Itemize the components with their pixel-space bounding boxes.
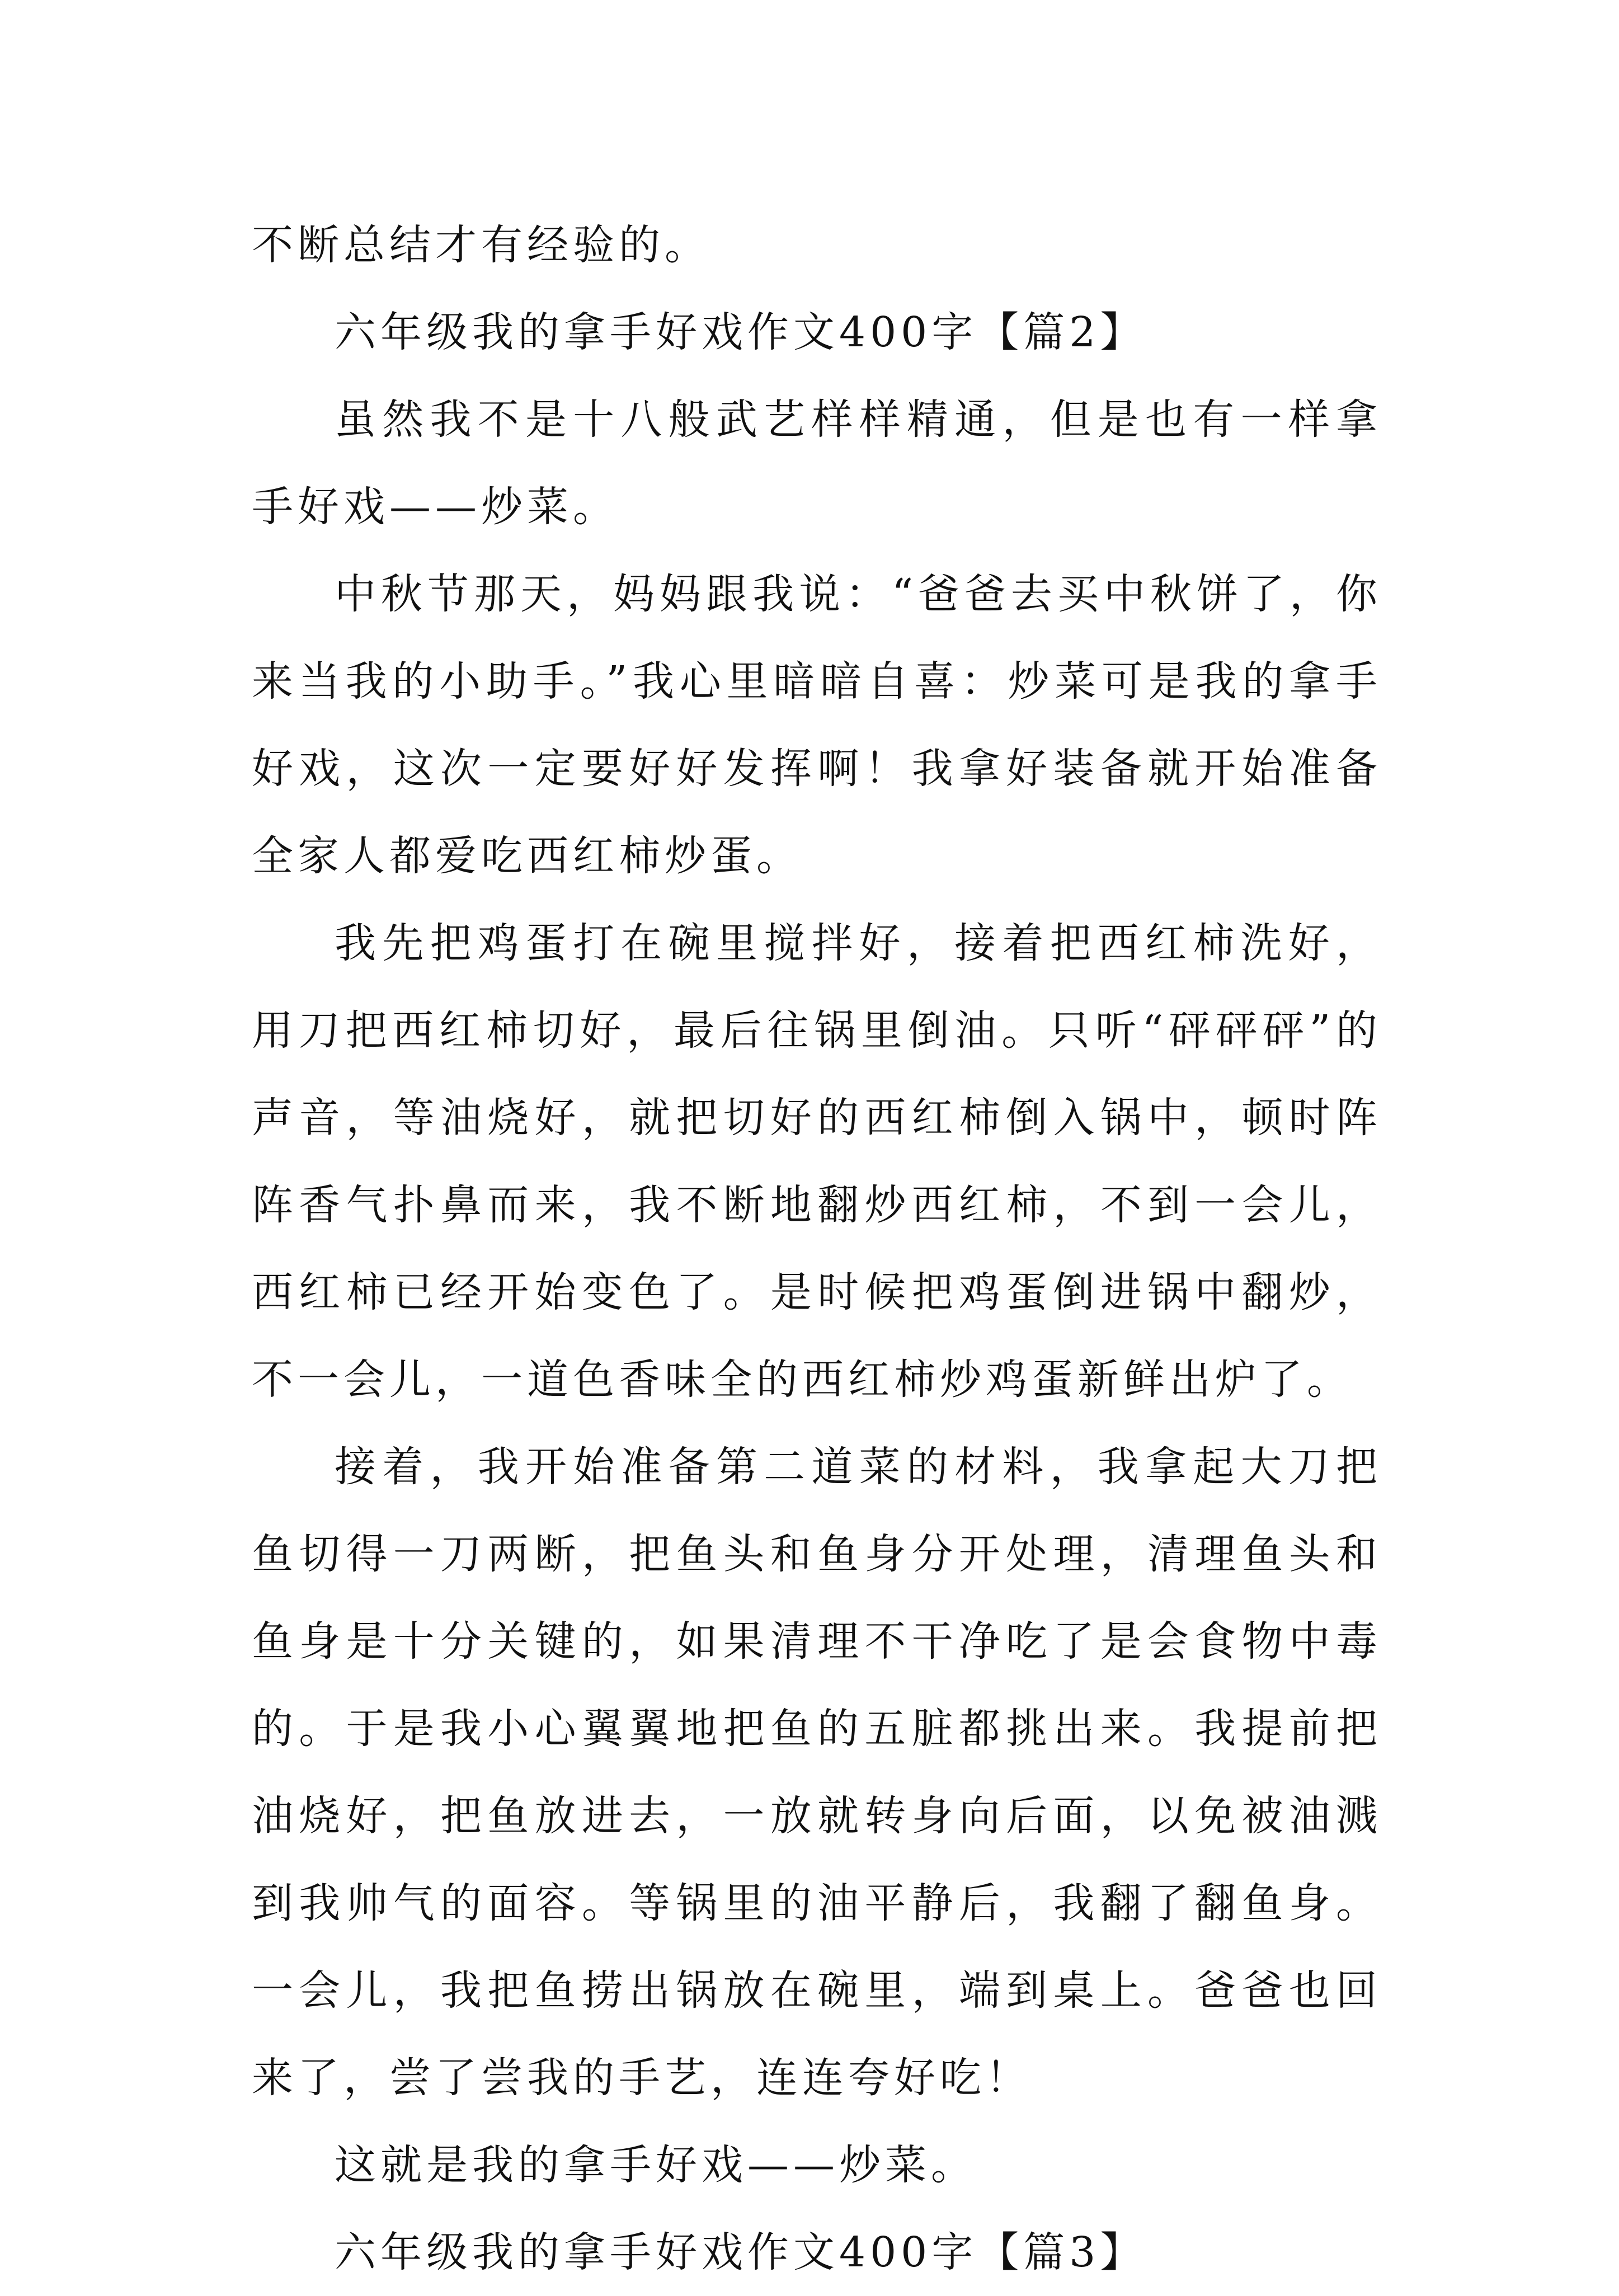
section-heading-3: 六年级我的拿手好戏作文400字【篇3】 xyxy=(335,2228,1146,2276)
section-heading-2: 六年级我的拿手好戏作文400字【篇2】 xyxy=(335,308,1146,356)
paragraph-conclusion: 这就是我的拿手好戏——炒菜。 xyxy=(335,2141,977,2189)
paragraph-mid-autumn: 中秋节那天，妈妈跟我说：“爸爸去买中秋饼了，你来当我的小助手。”我心里暗暗自喜：炒菜可是我的拿手好戏，这次一定要好好发挥啊！我拿好装备就开始准备全家人都爱吃西红柿炒蛋。 xyxy=(252,570,1382,880)
paragraph-fish: 接着，我开始准备第二道菜的材料，我拿起大刀把鱼切得一刀两断，把鱼头和鱼身分开处理，清理鱼头和鱼身是十分关键的，如果清理不干净吃了是会食物中毒的。于是我小心翼翼地把鱼的五脏都挑出来。我提前把油烧好，把鱼放进去，一放就转身向后面，以免被油溅到我帅气的面容。等锅里的油平静后，我翻了翻鱼身。一会儿，我把鱼捞出锅放在碗里，端到桌上。爸爸也回来了，尝了尝我的手艺，连连夸好吃！ xyxy=(252,1443,1382,2102)
paragraph-continuation: 不断总结才有经验的。 xyxy=(252,221,710,269)
paragraph-intro: 虽然我不是十八般武艺样样精通，但是也有一样拿手好戏——炒菜。 xyxy=(252,396,1382,531)
document-page xyxy=(252,201,1382,2296)
paragraph-tomato-egg: 我先把鸡蛋打在碗里搅拌好，接着把西红柿洗好，用刀把西红柿切好，最后往锅里倒油。只听“砰砰砰”的声音，等油烧好，就把切好的西红柿倒入锅中，顿时阵阵香气扑鼻而来，我不断地翻炒西红柿，不到一会儿，西红柿已经开始变色了。是时候把鸡蛋倒进锅中翻炒，不一会儿，一道色香味全的西红柿炒鸡蛋新鲜出炉了。 xyxy=(252,919,1382,1404)
